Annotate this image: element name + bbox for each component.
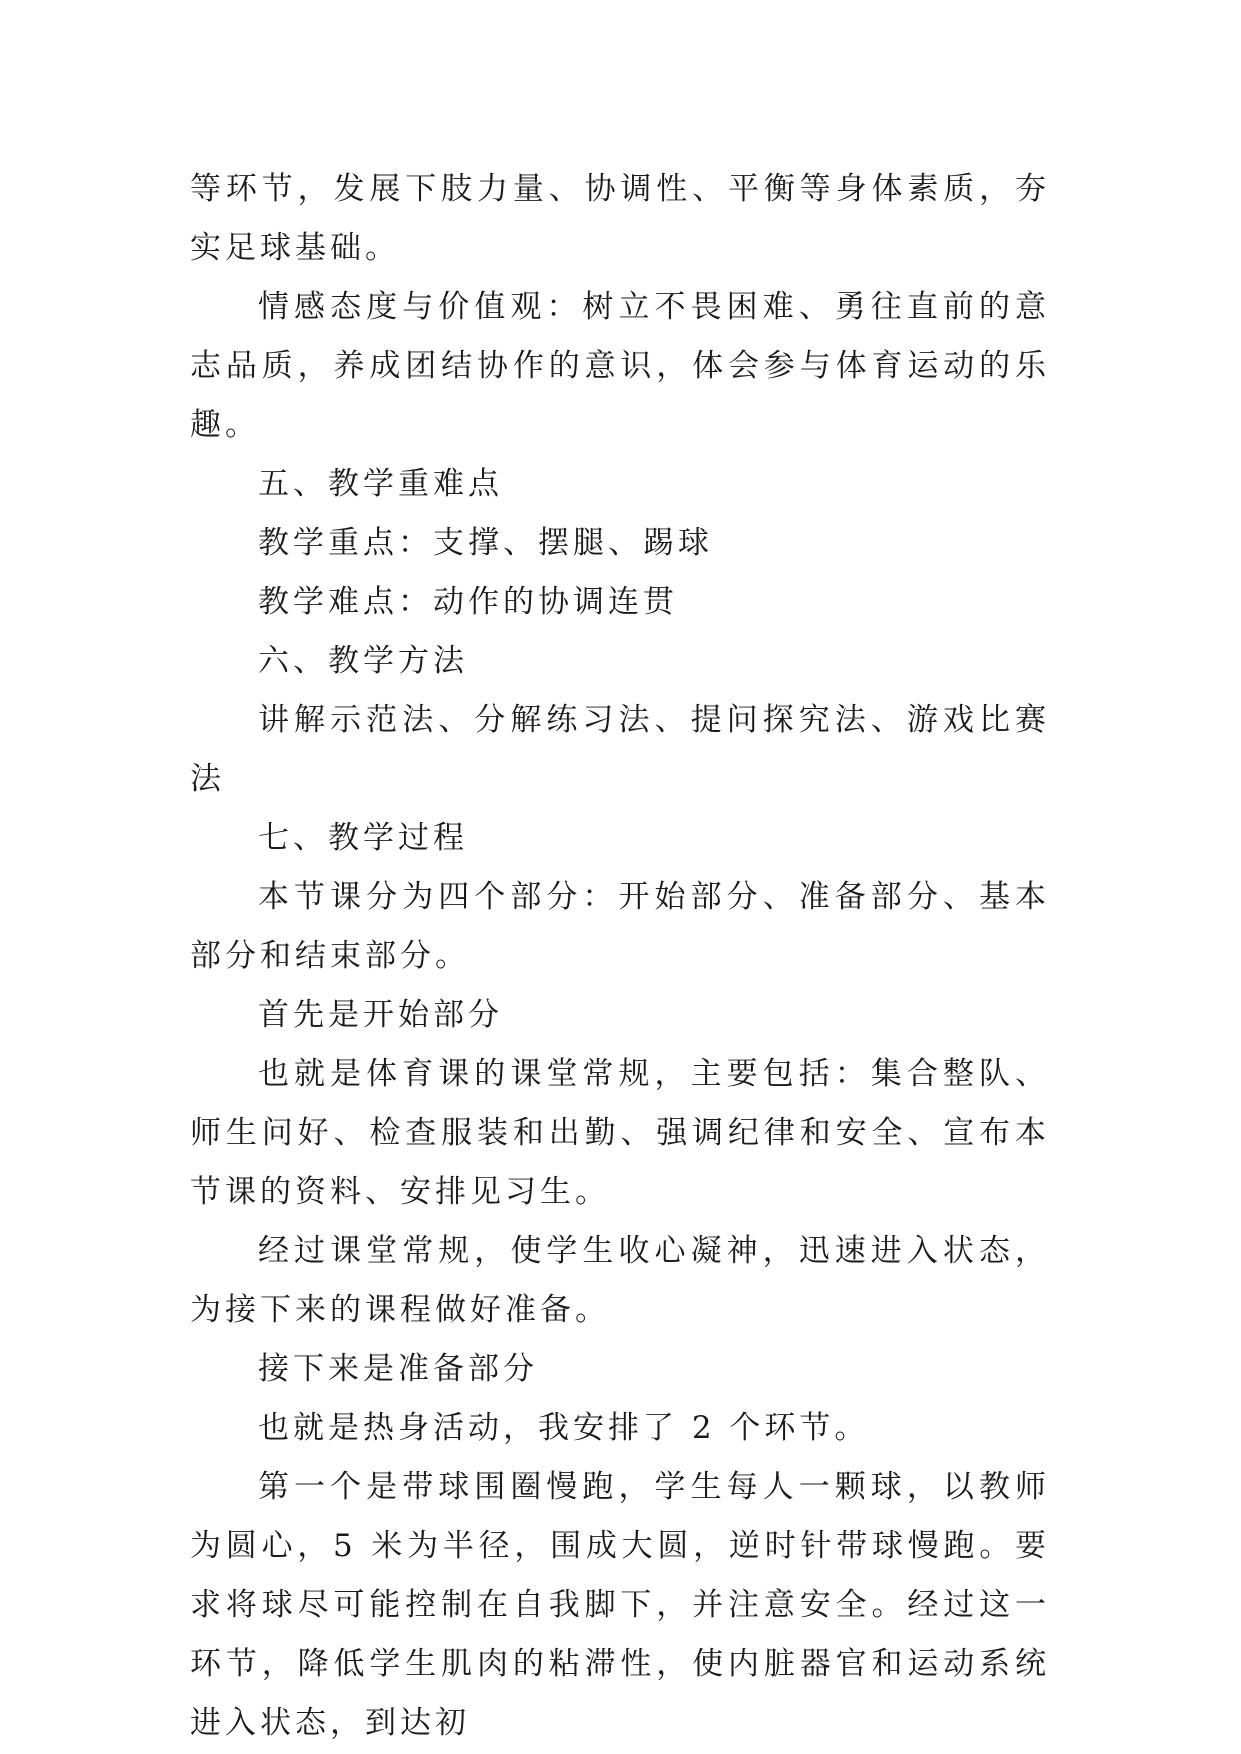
paragraph: 讲解示范法、分解练习法、提问探究法、游戏比赛法 <box>190 702 1050 797</box>
paragraph: 经过课堂常规，使学生收心凝神，迅速进入状态，为接下来的课程做好准备。 <box>190 1233 1050 1328</box>
section-heading: 六、教学方法 <box>258 643 468 679</box>
document-body <box>190 160 1050 1753</box>
section-heading: 七、教学过程 <box>258 820 468 856</box>
paragraph: 情感态度与价值观：树立不畏困难、勇往直前的意志品质，养成团结协作的意识，体会参与体育运动的乐趣。 <box>190 289 1050 443</box>
paragraph: 接下来是准备部分 <box>258 1351 538 1387</box>
paragraph: 教学重点：支撑、摆腿、踢球 <box>258 525 713 561</box>
paragraph: 也就是热身活动，我安排了 2 个环节。 <box>258 1410 870 1446</box>
paragraph: 教学难点：动作的协调连贯 <box>258 584 678 620</box>
paragraph: 本节课分为四个部分：开始部分、准备部分、基本部分和结束部分。 <box>190 879 1050 974</box>
section-heading: 五、教学重难点 <box>258 466 503 502</box>
paragraph: 首先是开始部分 <box>258 997 503 1033</box>
paragraph: 也就是体育课的课堂常规，主要包括：集合整队、师生问好、检查服装和出勤、强调纪律和安全、宣布本节课的资料、安排见习生。 <box>190 1056 1050 1210</box>
paragraph: 第一个是带球围圈慢跑，学生每人一颗球，以教师为圆心，5 米为半径，围成大圆，逆时针带球慢跑。要求将球尽可能控制在自我脚下，并注意安全。经过这一环节，降低学生肌肉的粘滞性，使内脏器官和运动系统进入状态，到达初 <box>190 1469 1050 1741</box>
paragraph: 等环节，发展下肢力量、协调性、平衡等身体素质，夯实足球基础。 <box>190 171 1050 266</box>
